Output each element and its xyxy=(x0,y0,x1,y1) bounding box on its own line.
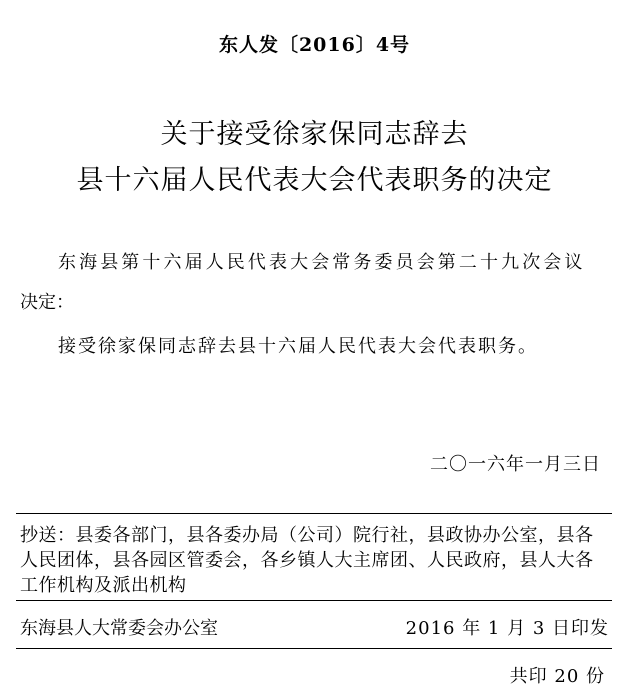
paragraph-1-line-2: 决定： xyxy=(20,292,74,313)
issuing-office: 东海县人大常委会办公室 xyxy=(20,618,218,639)
print-date: 2016 年 1 月 3 日印发 xyxy=(405,618,609,639)
paragraph-1-line-1: 东海县第十六届人民代表大会常务委员会第二十九次会议 xyxy=(58,252,586,273)
cc-distribution-list: 抄送：县委各部门，县各委办局（公司）院行社，县政协办公室，县各人民团体，县各园区管委会，各乡镇人大主席团、人民政府，县人大各工作机构及派出机构 xyxy=(20,525,594,596)
divider-top xyxy=(16,513,612,514)
divider-middle xyxy=(16,600,612,601)
divider-bottom xyxy=(16,648,612,649)
document-date: 二〇一六年一月三日 xyxy=(430,454,601,475)
document-title-line-2: 县十六届人民代表大会代表职务的决定 xyxy=(76,165,553,196)
paragraph-2: 接受徐家保同志辞去县十六届人民代表大会代表职务。 xyxy=(58,336,538,357)
document-number: 东人发〔2016〕4号 xyxy=(218,34,411,56)
copy-count: 共印 20 份 xyxy=(509,666,605,687)
document-title-line-1: 关于接受徐家保同志辞去 xyxy=(160,119,469,150)
